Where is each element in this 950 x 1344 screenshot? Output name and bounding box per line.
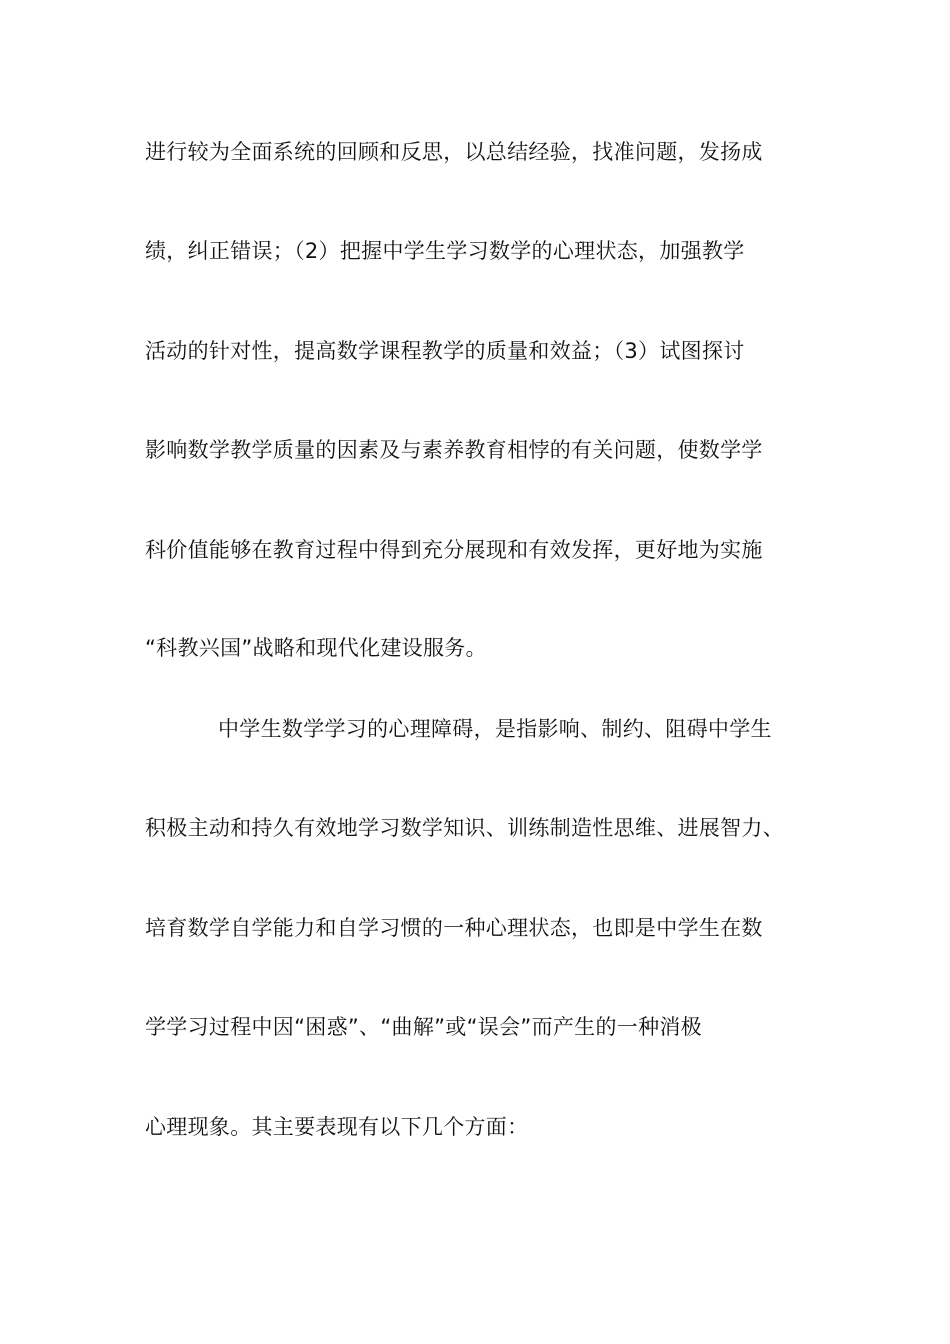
paragraph-first-line: 中学生数学学习的心理障碍，是指影响、制约、阻碍中学生 <box>218 717 772 741</box>
text-line: 积极主动和持久有效地学习数学知识、训练制造性思维、进展智力、 <box>145 816 784 840</box>
text-line: 活动的针对性，提高数学课程教学的质量和效益；（3）试图探讨 <box>145 339 745 363</box>
text-line: 影响数学教学质量的因素及与素养教育相悖的有关问题，使数学学 <box>145 438 763 462</box>
text-line: 心理现象。其主要表现有以下几个方面： <box>145 1115 529 1139</box>
text-line: 绩，纠正错误；（2）把握中学生学习数学的心理状态，加强教学 <box>145 239 745 263</box>
text-line: “科教兴国”战略和现代化建设服务。 <box>145 636 487 660</box>
text-line: 培育数学自学能力和自学习惯的一种心理状态，也即是中学生在数 <box>145 916 763 940</box>
text-line: 科价值能够在教育过程中得到充分展现和有效发挥，更好地为实施 <box>145 538 763 562</box>
text-line: 进行较为全面系统的回顾和反思，以总结经验，找准问题，发扬成 <box>145 140 763 164</box>
text-line: 学学习过程中因“困惑”、“曲解”或“误会”而产生的一种消极 <box>145 1015 702 1039</box>
